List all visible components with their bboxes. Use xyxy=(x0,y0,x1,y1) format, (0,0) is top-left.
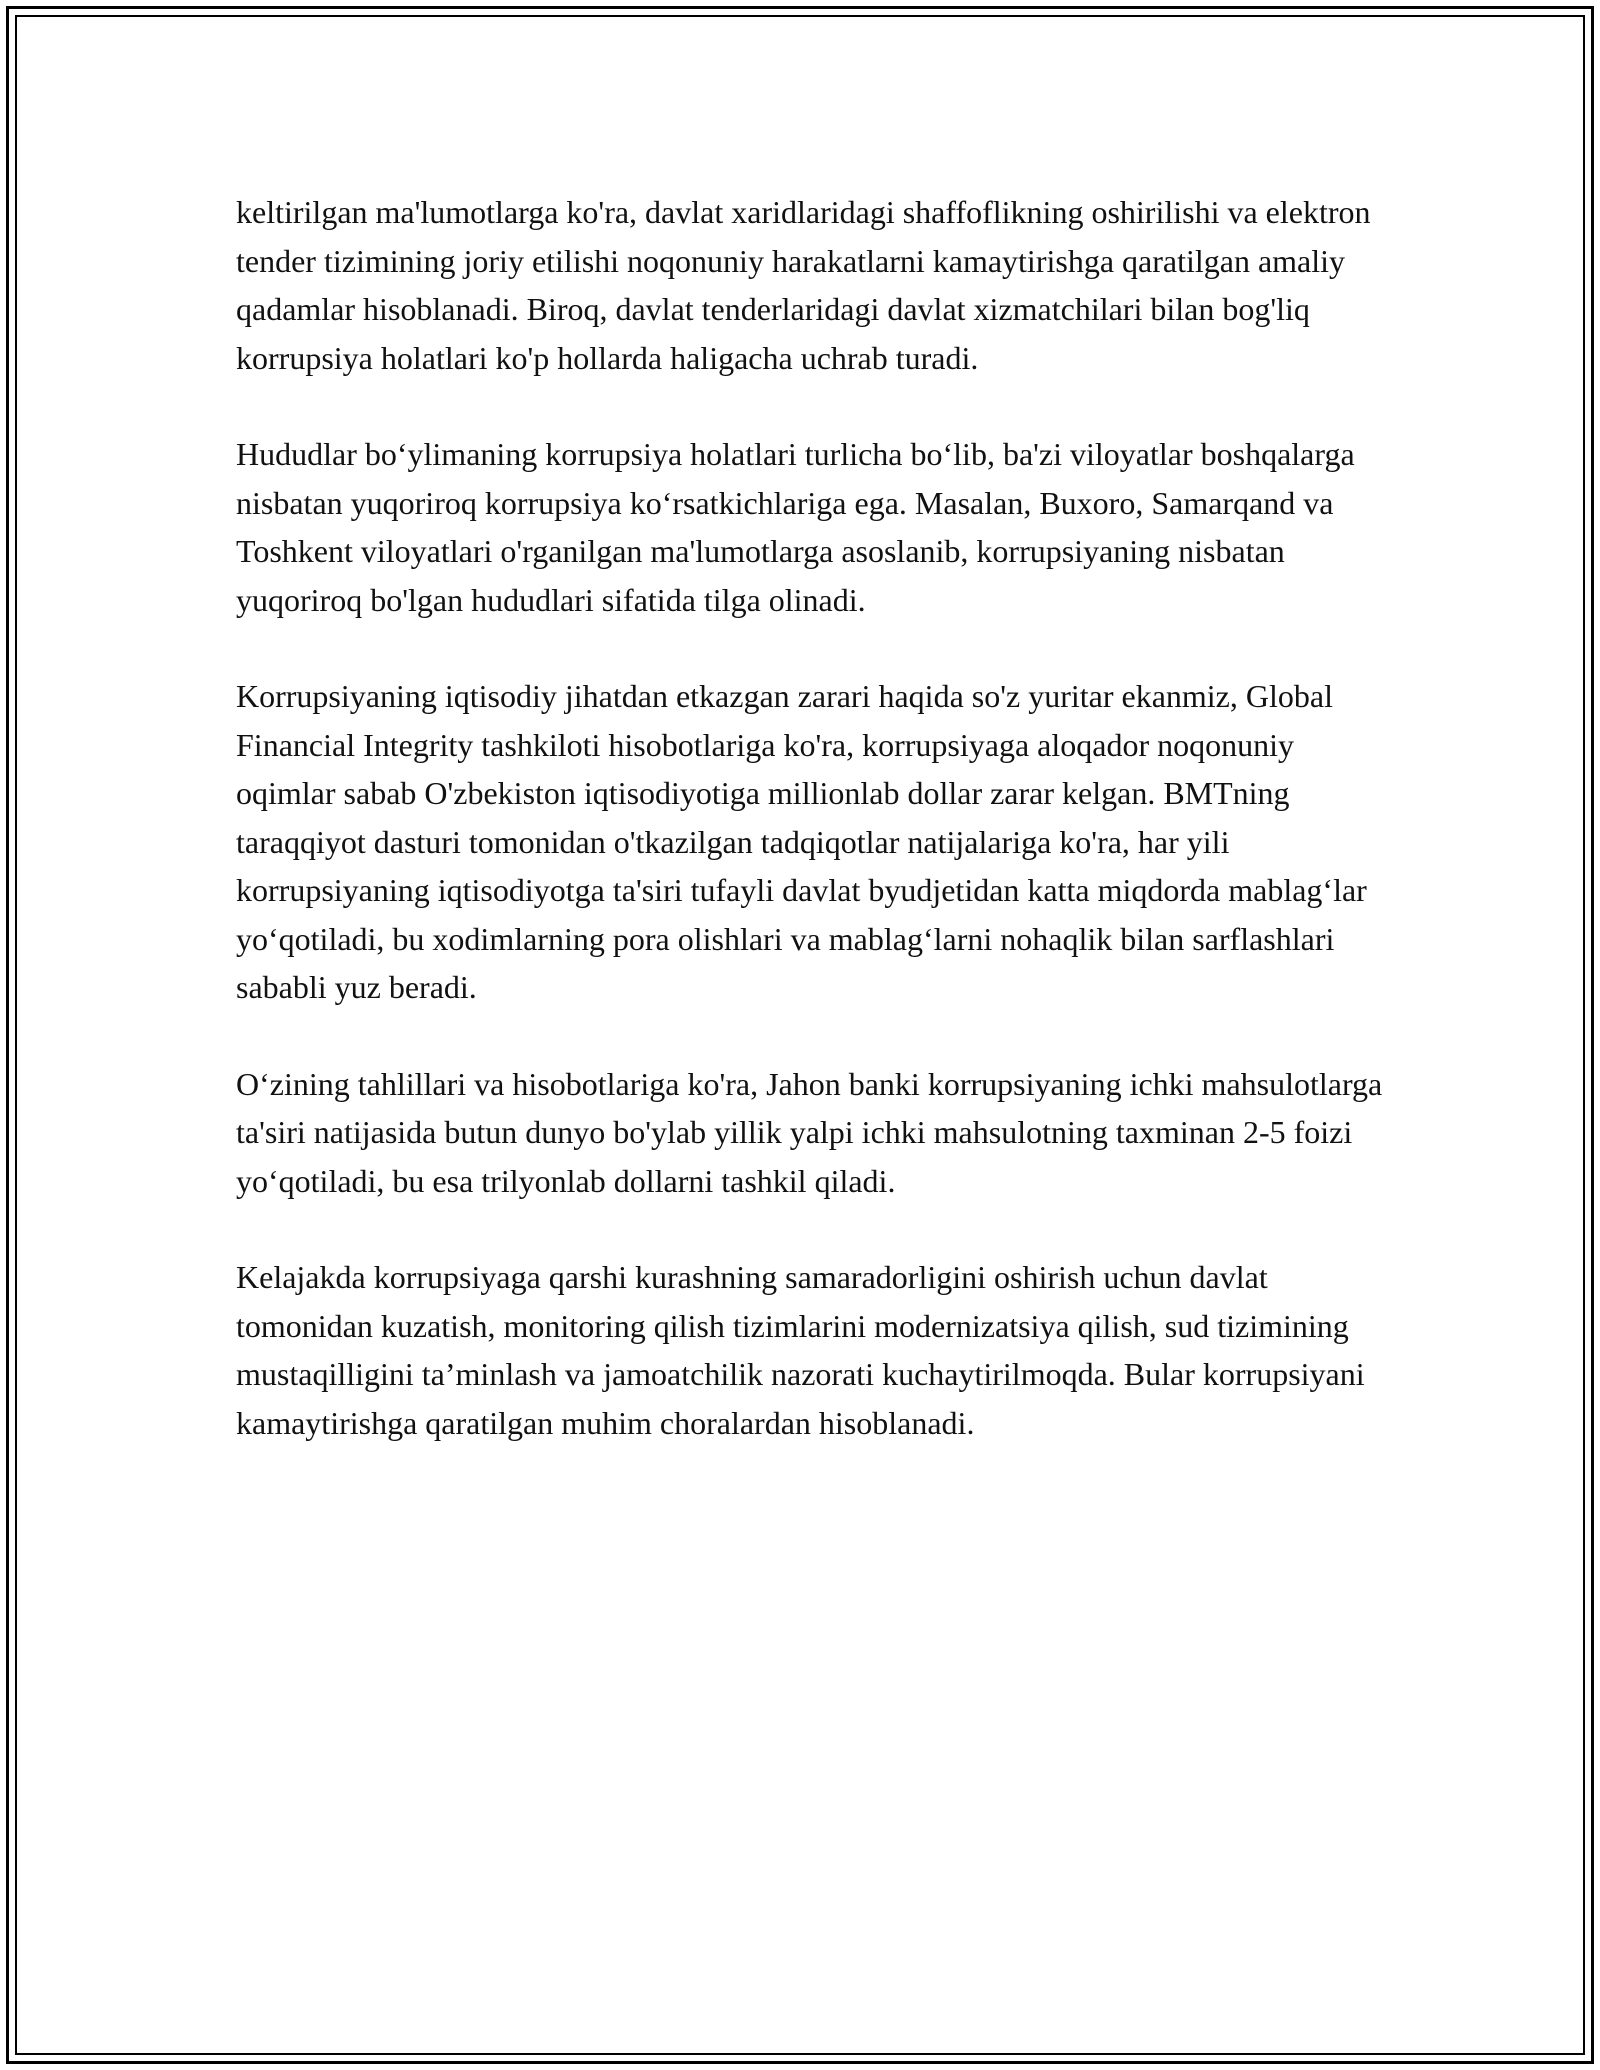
paragraph-future-measures: Kelajakda korrupsiyaga qarshi kurashning samaradorligini oshirish uchun davlat tomonidan kuzatish, monitoring qilish tizimlarini modernizatsiya qilish, sud tizimining mustaqilligini ta’minlash va jamoatchilik nazorati kuchaytirilmoqda. Bular korrupsiyani kamaytirishga qaratilgan muhim choralardan hisoblanadi. xyxy=(236,1259,1365,1441)
document-body xyxy=(236,188,1386,1495)
paragraph-economic-damage: Korrupsiyaning iqtisodiy jihatdan etkazgan zarari haqida so'z yuritar ekanmiz, Global Financial Integrity tashkiloti hisobotlariga ko'ra, korrupsiyaga aloqador noqonuniy oqimlar sabab O'zbekiston iqtisodiyotiga millionlab dollar zarar kelgan. BMTning taraqqiyot dasturi tomonidan o'tkazilgan tadqiqotlar natijalariga ko'ra, har yili korrupsiyaning iqtisodiyotga ta'siri tufayli davlat byudjetidan katta miqdorda mablag‘lar yo‘qotiladi, bu xodimlarning pora olishlari va mablag‘larni nohaqlik bilan sarflashlari sababli yuz beradi. xyxy=(236,678,1367,1005)
paragraph-world-bank-estimate: O‘zining tahlillari va hisobotlariga ko'ra, Jahon banki korrupsiyaning ichki mahsulotlarga ta'siri natijasida butun dunyo bo'ylab yillik yalpi ichki mahsulotning taxminan 2-5 foizi yo‘qotiladi, bu esa trilyonlab dollarni tashkil qiladi. xyxy=(236,1065,1383,1199)
paragraph-procurement-transparency: keltirilgan ma'lumotlarga ko'ra, davlat xaridlaridagi shaffoflikning oshirilishi va elektron tender tizimining joriy etilishi noqonuniy harakatlarni kamaytirishga qaratilgan amaliy qadamlar hisoblanadi. Biroq, davlat tenderlaridagi davlat xizmatchilari bilan bog'liq korrupsiya holatlari ko'p hollarda haligacha uchrab turadi. xyxy=(236,194,1371,376)
paragraph-regional-corruption: Hududlar bo‘ylimaning korrupsiya holatlari turlicha bo‘lib, ba'zi viloyatlar boshqalarga nisbatan yuqoriroq korrupsiya ko‘rsatkichlariga ega. Masalan, Buxoro, Samarqand va Toshkent viloyatlari o'rganilgan ma'lumotlarga asoslanib, korrupsiyaning nisbatan yuqoriroq bo'lgan hududlari sifatida tilga olinadi. xyxy=(236,436,1355,618)
